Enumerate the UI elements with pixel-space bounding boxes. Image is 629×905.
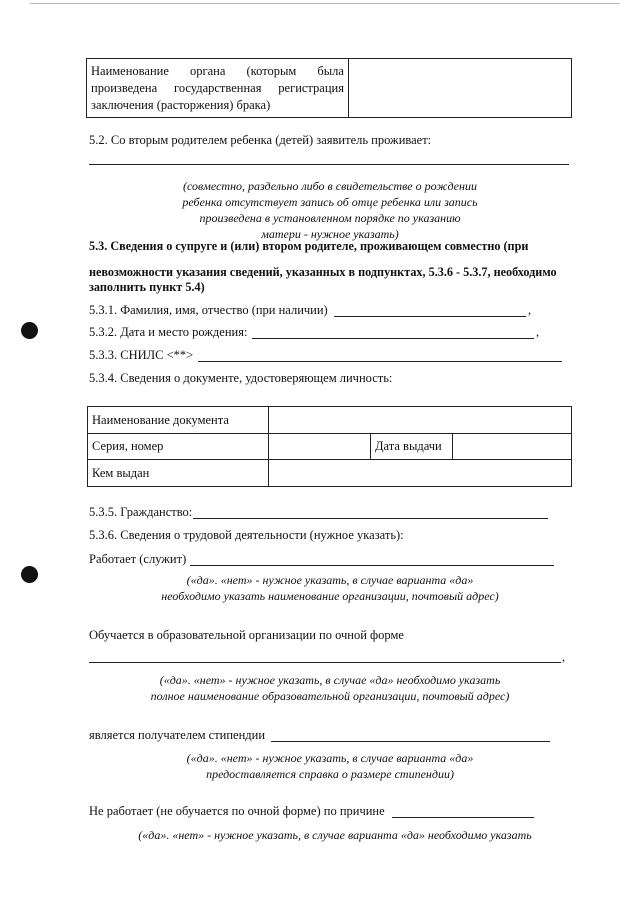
issue-date-value[interactable] (453, 434, 572, 460)
section-heading: 5.3. Сведения о супруге и (или) втором родителе, проживающем совместно (при (89, 239, 529, 253)
hint-line: необходимо указать наименование организации, почтовый адрес) (161, 589, 499, 603)
citizenship-input-line[interactable] (193, 518, 548, 519)
marriage-registration-table (86, 58, 572, 118)
not-working-input-line[interactable] (392, 817, 534, 818)
works-input-line[interactable] (190, 565, 554, 566)
not-working-hint: («да». «нет» - нужное указать, в случае варианта «да» необходимо указать (138, 828, 532, 842)
section-heading: заполнить пункт 5.4) (89, 280, 205, 294)
citizenship-label: 5.3.5. Гражданство: (89, 505, 193, 519)
hint-line: («да». «нет» - нужное указать, в случае «да» необходимо указать (159, 673, 501, 687)
full-name-input-line[interactable] (334, 316, 526, 317)
label-word: Наименование (91, 63, 169, 78)
cohabitation-hint (130, 178, 530, 242)
punctuation-comma: , (562, 650, 566, 664)
label-word: регистрация (278, 80, 344, 95)
studies-hint (110, 672, 550, 704)
studies-label: Обучается в образовательной организации по очной форме (89, 628, 404, 642)
hint-line: предоставляется справка о размере стипендии) (206, 767, 454, 781)
doc-name-label: Наименование документа (88, 407, 269, 434)
hint-line: матери - нужное указать) (261, 227, 399, 241)
issue-date-label: Дата выдачи (371, 434, 453, 460)
stipend-label: является получателем стипендии (89, 728, 266, 742)
stipend-hint (110, 750, 550, 782)
stipend-input-line[interactable] (271, 741, 550, 742)
identity-document-table (87, 406, 572, 487)
identity-doc-label: 5.3.4. Сведения о документе, удостоверяющем личность: (89, 371, 393, 385)
label-word: произведена (91, 80, 158, 95)
hint-line: ребенка отсутствует запись об отце ребенка или запись (182, 195, 478, 209)
series-number-value[interactable] (269, 434, 371, 460)
snils-input-line[interactable] (198, 361, 562, 362)
punctuation-comma: , (528, 303, 532, 317)
top-edge-line (30, 3, 620, 4)
hint-line: полное наименование образовательной организации, почтовый адрес) (150, 689, 510, 703)
cohabitation-input-line[interactable] (89, 164, 569, 165)
hint-line: («да». «нет» - нужное указать, в случае варианта «да» (186, 573, 474, 587)
label-word: органа (189, 63, 226, 78)
label-line: заключения (расторжения) брака) (91, 97, 271, 112)
doc-name-value[interactable] (269, 407, 572, 434)
registration-authority-value[interactable] (349, 59, 572, 118)
label-word: была (317, 63, 344, 78)
registration-authority-label (87, 59, 349, 118)
snils-label: 5.3.3. СНИЛС <**> (89, 348, 194, 362)
issued-by-value[interactable] (269, 460, 572, 487)
punch-hole-mark (21, 566, 38, 583)
cohabitation-label: 5.2. Со вторым родителем ребенка (детей) заявитель проживает: (89, 133, 432, 147)
hint-line: произведена в установленном порядке по указанию (199, 211, 461, 225)
works-hint (110, 572, 550, 604)
studies-input-line[interactable] (89, 662, 561, 663)
not-working-label: Не работает (не обучается по очной форме) по причине (89, 804, 385, 818)
hint-line: («да». «нет» - нужное указать, в случае варианта «да» (186, 751, 474, 765)
series-number-label: Серия, номер (88, 434, 269, 460)
punch-hole-mark (21, 322, 38, 339)
label-word: государственная (174, 80, 262, 95)
punctuation-comma: , (536, 325, 540, 339)
birth-date-place-input-line[interactable] (252, 338, 534, 339)
issued-by-label: Кем выдан (88, 460, 269, 487)
label-word: (которым (246, 63, 297, 78)
full-name-label: 5.3.1. Фамилия, имя, отчество (при наличии) (89, 303, 328, 317)
works-label: Работает (служит) (89, 552, 187, 566)
employment-label: 5.3.6. Сведения о трудовой деятельности (нужное указать): (89, 528, 404, 542)
hint-line: (совместно, раздельно либо в свидетельстве о рождении (183, 179, 477, 193)
birth-date-place-label: 5.3.2. Дата и место рождения: (89, 325, 248, 339)
section-heading: невозможности указания сведений, указанных в подпунктах, 5.3.6 - 5.3.7, необходимо (89, 265, 557, 279)
